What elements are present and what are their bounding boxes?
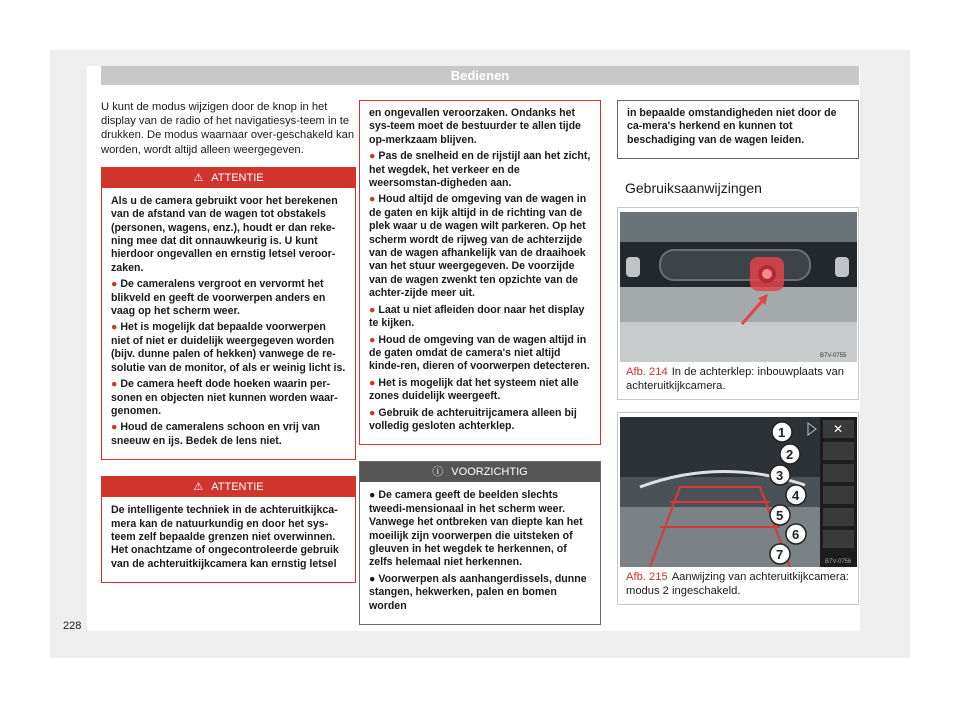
- callout-2: 2: [785, 447, 793, 463]
- warning-triangle-icon: ⚠: [193, 171, 204, 184]
- rear-camera-display-illustration: [620, 417, 857, 567]
- figure-214: [617, 207, 859, 400]
- list-item: ● Het is mogelijk dat het systeem niet alle zones duidelijk weergeeft.: [369, 376, 579, 403]
- warning-box-header: [102, 168, 355, 188]
- column-2: [359, 100, 601, 639]
- caution-label: VOORZICHTIG: [451, 466, 528, 479]
- callout-6: 6: [791, 527, 799, 543]
- figure-label: Afb. 214: [626, 366, 668, 379]
- list-item: ● De camera heeft dode hoeken waarin per-sonen en objecten niet kunnen worden waar-genomen.: [111, 378, 338, 417]
- bullet-icon: ●: [111, 278, 118, 291]
- caption-text: Aanwijzing van achteruitkijkcamera: modus 2 ingeschakeld.: [626, 571, 849, 598]
- caution-text: in bepaalde omstandigheden niet door de ca-mera's herkend en kunnen tot beschadiging van de wagen leiden.: [627, 107, 837, 146]
- caution-box-header: [360, 462, 600, 482]
- figure-image-camera-location: [620, 212, 857, 362]
- list-item: ● Gebruik de achteruitrijcamera alleen bij volledig gesloten achterklep.: [369, 406, 577, 432]
- list-item: ● Houd de omgeving van de wagen altijd in de gaten omdat de camera's niet altijd kinde-ren, dieren of voorwerpen detecteren.: [369, 333, 590, 373]
- bullet-icon: ●: [369, 489, 376, 502]
- list-item: ● De cameralens vergroot en vervormt het blikveld en geeft de voorwerpen anders en vaag op het scherm weer.: [111, 278, 326, 318]
- svg-text:✕: ✕: [832, 422, 843, 437]
- warning-box-body: [102, 497, 355, 582]
- warning-text: en ongevallen veroorzaken. Ondanks het sys-teem moet de bestuurder te allen tijde op-merkzaam blijven.: [369, 107, 581, 146]
- section-title: Gebruiksaanwijzingen: [625, 180, 762, 197]
- list-item: ● De camera geeft de beelden slechts tweedi-mensionaal in het scherm weer. Vanwege het ontbreken van diepte kan het moeilijk zijn voorwerpen die uitsteken of gleuven in het wegdek te herkennen, of zelfs helemaal niet herkennen.: [369, 489, 583, 569]
- bullet-icon: ●: [369, 150, 376, 163]
- page-number: 228: [63, 620, 82, 632]
- warning-box-continued: [359, 100, 601, 445]
- bullet-icon: ●: [369, 376, 376, 389]
- figure-code: B7V-0755: [819, 353, 846, 360]
- column-1: [101, 100, 356, 597]
- caution-box-continued: [617, 100, 859, 159]
- bullet-icon: ●: [111, 378, 118, 391]
- bullet-icon: ●: [369, 572, 376, 585]
- info-circle-icon: ⓘ: [432, 466, 444, 479]
- warning-text: De intelligente techniek in de achteruitkijkca-mera kan de natuurkundig en door het sys-teem zelf bepaalde grenzen niet overwinnen. Het onachtzame of ongecontroleerde gebruik van de achteruitkijkcamera kan ernstig letsel: [111, 504, 339, 570]
- figure-image-camera-display: [620, 417, 857, 567]
- column-3: [617, 100, 859, 617]
- bullet-icon: ●: [111, 421, 118, 434]
- tailgate-camera-illustration: [620, 212, 857, 362]
- warning-box-header: [102, 477, 355, 497]
- callout-3: 3: [775, 468, 783, 484]
- callout-1: 1: [777, 425, 785, 441]
- list-item: ● Pas de snelheid en de rijstijl aan het zicht, het wegdek, het verkeer en de weersomstan-digheden aan.: [369, 150, 591, 190]
- bullet-icon: ●: [369, 333, 376, 346]
- callout-5: 5: [775, 508, 783, 524]
- bullet-icon: ●: [111, 321, 118, 334]
- warning-text: Als u de camera gebruikt voor het berekenen van de afstand van de wagen tot obstakels (personen, wagens, enz.), houdt er dan reke-ning mee dat dit onnauwkeurig is. U kunt hierdoor ongevallen en ernstig letsel veroor-zaken.: [111, 194, 338, 274]
- caution-box: [359, 461, 601, 625]
- warning-box-1: [101, 167, 356, 460]
- bullet-icon: ●: [369, 193, 376, 206]
- intro-paragraph: U kunt de modus wijzigen door de knop in het display van de radio of het navigatiesys-teem in te drukken. De modus waarnaar over-geschakeld kan worden, wordt altijd alleen weergegeven.: [101, 101, 355, 156]
- warning-label: ATTENTIE: [211, 171, 264, 184]
- warning-box-body: [102, 188, 355, 459]
- figure-caption: [618, 362, 858, 399]
- caution-box-body: [360, 482, 600, 624]
- warning-label: ATTENTIE: [211, 481, 264, 494]
- bullet-icon: ●: [369, 406, 376, 419]
- list-item: ● Houd de cameralens schoon en vrij van sneeuw en ijs. Bedek de lens niet.: [111, 421, 320, 447]
- list-item: ● Houd altijd de omgeving van de wagen in de gaten en kijk altijd in de richting van de plek waar u de wagen wilt parkeren. Op het scherm wordt de rijweg van de achterzijde van de wagen afhankelijk van de draaihoek van het stuur weergegeven. De voorzijde van de wagen zwenkt ten opzichte van de achter-zijde meer uit.: [369, 193, 587, 300]
- caption-text: In de achterklep: inbouwplaats van achteruitkijkcamera.: [626, 366, 844, 393]
- page-header: Bedienen: [101, 66, 859, 85]
- caution-box-body: [618, 101, 858, 158]
- callout-4: 4: [791, 488, 799, 504]
- figure-caption: [618, 567, 858, 604]
- figure-code: B7V-0756: [824, 559, 851, 566]
- list-item: ● Voorwerpen als aanhangerdissels, dunne stangen, hekwerken, palen en bomen worden: [369, 572, 587, 612]
- bullet-icon: ●: [369, 303, 376, 316]
- figure-label: Afb. 215: [626, 571, 668, 584]
- warning-triangle-icon: ⚠: [193, 481, 204, 494]
- list-item: ● Het is mogelijk dat bepaalde voorwerpen niet of niet er duidelijk weergegeven worden (bijv. dunne palen of hekken) vanwege de re-solutie van de monitor, of als er weinig licht is.: [111, 321, 346, 374]
- callout-7: 7: [775, 547, 783, 563]
- warning-box-2: [101, 476, 356, 583]
- figure-215: [617, 412, 859, 605]
- warning-box-body: [360, 101, 600, 444]
- list-item: ● Laat u niet afleiden door naar het display te kijken.: [369, 303, 585, 330]
